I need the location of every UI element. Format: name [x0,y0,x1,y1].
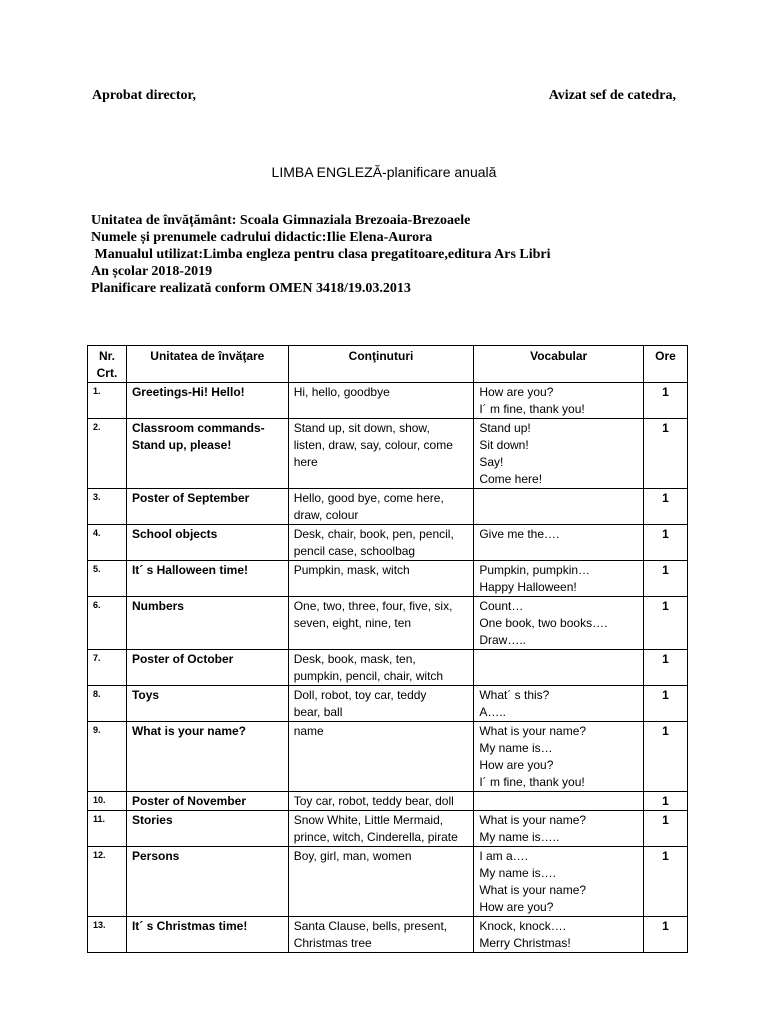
vocabulary-cell [474,917,644,953]
content-line: pumpkin, pencil, chair, witch [293,669,444,683]
row-number: 4. [88,525,127,561]
header-content: Conţinuturi [288,346,474,383]
vocabulary-line: Merry Christmas! [479,936,571,950]
content-line: prince, witch, Cinderella, pirate [293,830,458,844]
vocabulary-line: I am a…. [479,849,529,863]
vocabulary-line: Draw….. [479,633,526,647]
hours-cell: 1 [644,847,688,917]
table-row [88,525,688,561]
vocabulary-line: Say! [479,455,504,469]
content-line: name [293,724,324,738]
table-body [88,383,688,953]
vocabulary-line: What´ s this? [479,688,550,702]
vocabulary-line: My name is…. [479,866,557,880]
table-row [88,811,688,847]
info-school: Unitatea de învățământ: Scoala Gimnaziala Brezoaia-Brezoaele [91,213,471,228]
hours-cell: 1 [644,686,688,722]
document-title: LIMBA ENGLEZĂ-planificare anuală [271,164,497,180]
vocabulary-line: One book, two books…. [479,616,608,630]
hours-cell: 1 [644,597,688,650]
content-cell [288,792,474,811]
vocabulary-cell [474,792,644,811]
header-nr-line: Crt. [96,366,118,380]
row-number: 2. [88,419,127,489]
content-line: Snow White, Little Mermaid, [293,813,444,827]
vocabulary-cell [474,383,644,419]
content-line: Doll, robot, toy car, teddy [293,688,427,702]
learning-unit-line: Persons [131,849,180,863]
row-number: 10. [88,792,127,811]
content-cell [288,686,474,722]
content-cell [288,811,474,847]
vocabulary-line: My name is… [479,741,553,755]
header-unit: Unitatea de învăţare [126,346,288,383]
content-line: listen, draw, say, colour, come [293,438,453,452]
hours-cell: 1 [644,419,688,489]
content-line: Hi, hello, goodbye [293,385,390,399]
learning-unit-cell [126,847,288,917]
row-number: 7. [88,650,127,686]
vocabulary-line: How are you? [479,900,554,914]
content-line: Christmas tree [293,936,372,950]
vocabulary-line: Knock, knock…. [479,919,567,933]
learning-unit-line: It´ s Halloween time! [131,563,248,577]
content-line: Desk, book, mask, ten, [293,652,416,666]
learning-unit-line: Classroom commands- [131,421,265,435]
hours-cell: 1 [644,792,688,811]
learning-unit-cell [126,561,288,597]
hours-cell: 1 [644,525,688,561]
vocabulary-cell [474,525,644,561]
hours-cell: 1 [644,561,688,597]
row-number: 8. [88,686,127,722]
table-row [88,847,688,917]
vocabulary-line: Happy Halloween! [479,580,577,594]
content-cell [288,917,474,953]
content-line: bear, ball [293,705,343,719]
vocabulary-cell [474,686,644,722]
content-cell [288,419,474,489]
table-row [88,561,688,597]
hours-cell: 1 [644,489,688,525]
content-line: here [293,455,318,469]
learning-unit-line: It´ s Christmas time! [131,919,248,933]
department-head-label: Avizat sef de catedra, [548,88,676,103]
learning-unit-cell [126,650,288,686]
learning-unit-cell [126,383,288,419]
vocabulary-line: Stand up! [479,421,531,435]
vocabulary-line: How are you? [479,758,554,772]
row-number: 12. [88,847,127,917]
learning-unit-line: What is your name? [131,724,246,738]
vocabulary-cell [474,419,644,489]
learning-unit-line: Stand up, please! [131,438,232,452]
row-number: 5. [88,561,127,597]
content-cell [288,722,474,792]
vocabulary-cell [474,561,644,597]
content-cell [288,383,474,419]
content-line: pencil case, schoolbag [293,544,416,558]
content-cell [288,847,474,917]
hours-cell: 1 [644,722,688,792]
learning-unit-line: Greetings-Hi! Hello! [131,385,245,399]
hours-cell: 1 [644,650,688,686]
content-cell [288,525,474,561]
vocabulary-cell [474,597,644,650]
content-line: One, two, three, four, five, six, [293,599,453,613]
vocabulary-line: I´ m fine, thank you! [479,402,585,416]
learning-unit-cell [126,722,288,792]
info-manual: Manualul utilizat:Limba engleza pentru clasa pregatitoare,editura Ars Libri [91,247,551,262]
learning-unit-cell [126,686,288,722]
learning-unit-cell [126,597,288,650]
info-teacher: Numele și prenumele cadrului didactic:Ilie Elena-Aurora [91,230,433,245]
table-row [88,419,688,489]
learning-unit-cell [126,525,288,561]
row-number: 9. [88,722,127,792]
content-line: Boy, girl, man, women [293,849,412,863]
vocabulary-cell [474,650,644,686]
row-number: 3. [88,489,127,525]
learning-unit-cell [126,811,288,847]
vocabulary-line: Pumpkin, pumpkin… [479,563,591,577]
vocabulary-line: Count… [479,599,524,613]
content-line: Hello, good bye, come here, [293,491,444,505]
content-cell [288,597,474,650]
content-cell [288,489,474,525]
row-number: 11. [88,811,127,847]
table-row [88,686,688,722]
vocabulary-line: My name is….. [479,830,560,844]
content-line: Desk, chair, book, pen, pencil, [293,527,454,541]
vocabulary-cell [474,811,644,847]
table-row [88,383,688,419]
hours-cell: 1 [644,383,688,419]
vocabulary-line: I´ m fine, thank you! [479,775,585,789]
content-line: Toy car, robot, teddy bear, doll [293,794,454,808]
learning-unit-cell [126,917,288,953]
planning-table [87,345,688,953]
info-regulation: Planificare realizată conform OMEN 3418/19.03.2013 [91,281,411,296]
table-row [88,597,688,650]
content-line: draw, colour [293,508,359,522]
content-line: Pumpkin, mask, witch [293,563,410,577]
learning-unit-line: Poster of October [131,652,234,666]
table-row [88,722,688,792]
row-number: 1. [88,383,127,419]
header-nr-line: Nr. [98,349,115,363]
row-number: 13. [88,917,127,953]
learning-unit-line: Poster of November [131,794,246,808]
vocabulary-line: Come here! [479,472,543,486]
table-row [88,489,688,525]
vocabulary-cell [474,722,644,792]
hours-cell: 1 [644,811,688,847]
info-block [91,212,551,297]
approved-director-label: Aprobat director, [92,88,196,103]
vocabulary-cell [474,847,644,917]
learning-unit-line: Numbers [131,599,184,613]
table-row [88,650,688,686]
vocabulary-line: What is your name? [479,883,587,897]
vocabulary-line: How are you? [479,385,554,399]
vocabulary-line: Give me the…. [479,527,560,541]
table-row [88,792,688,811]
header-nr [88,346,127,383]
vocabulary-line: What is your name? [479,813,587,827]
content-line: seven, eight, nine, ten [293,616,412,630]
learning-unit-cell [126,419,288,489]
content-line: Stand up, sit down, show, [293,421,430,435]
header-vocab: Vocabular [474,346,644,383]
header-ore: Ore [644,346,688,383]
learning-unit-line: School objects [131,527,218,541]
learning-unit-line: Toys [131,688,160,702]
vocabulary-line: Sit down! [479,438,529,452]
learning-unit-line: Poster of September [131,491,250,505]
learning-unit-cell [126,792,288,811]
learning-unit-line: Stories [131,813,173,827]
vocabulary-cell [474,489,644,525]
vocabulary-line: What is your name? [479,724,587,738]
table-row [88,917,688,953]
table-header-row [88,346,688,383]
info-school-year: An școlar 2018-2019 [91,264,213,279]
row-number: 6. [88,597,127,650]
content-cell [288,561,474,597]
content-cell [288,650,474,686]
hours-cell: 1 [644,917,688,953]
content-line: Santa Clause, bells, present, [293,919,448,933]
vocabulary-line: A….. [479,705,506,719]
learning-unit-cell [126,489,288,525]
